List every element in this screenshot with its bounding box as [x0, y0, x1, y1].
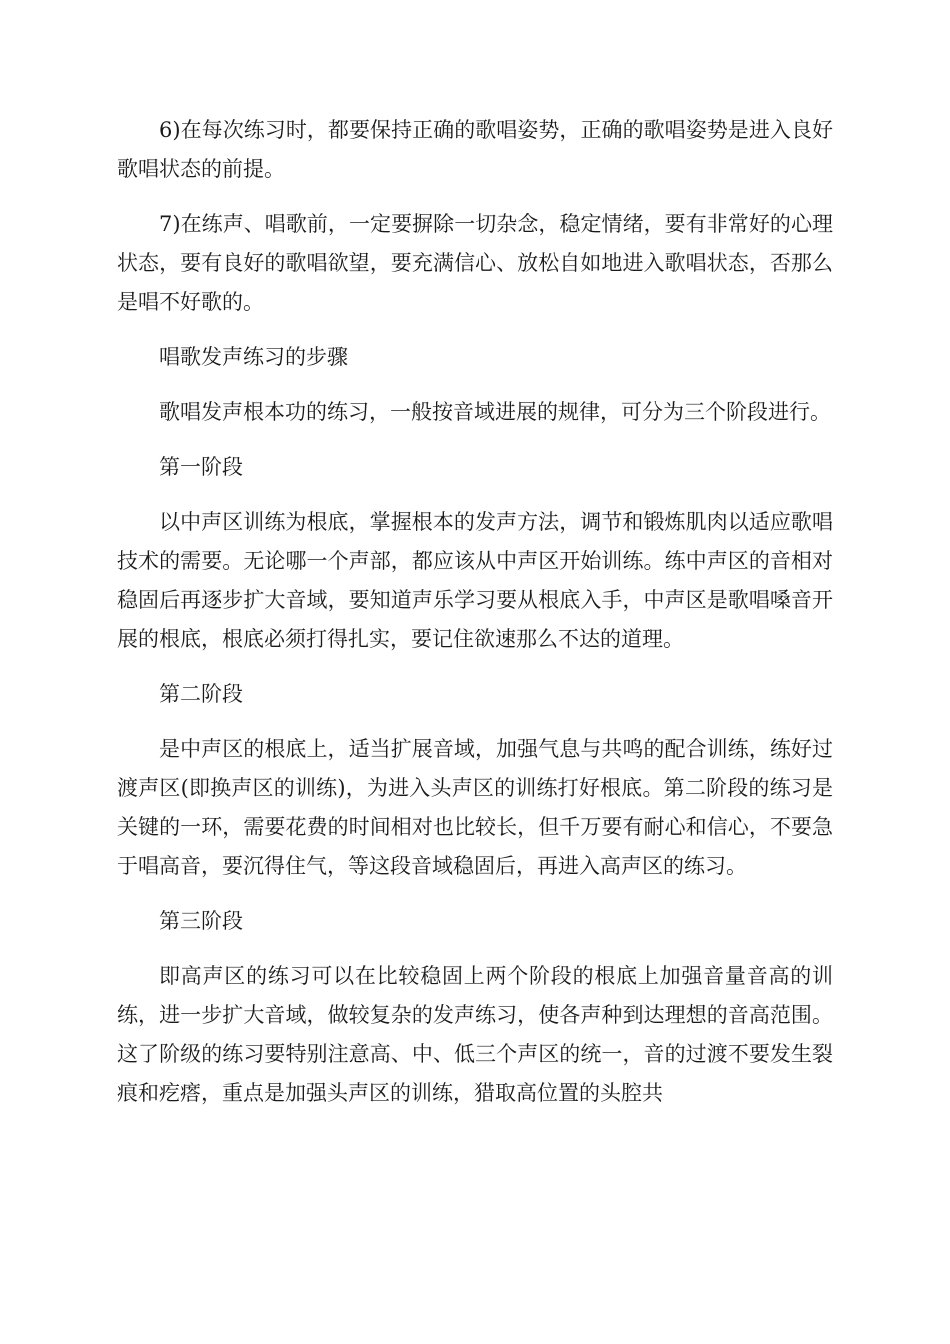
paragraph-stage-3: 即高声区的练习可以在比较稳固上两个阶段的根底上加强音量音高的训练，进一步扩大音域，做较复杂的发声练习，使各声种到达理想的音高范围。这了阶级的练习要特别注意高、中、低三个声区的统一，音的过渡不要发生裂痕和疙瘩，重点是加强头声区的训练，猎取高位置的头腔共: [117, 964, 833, 1105]
paragraph-stage-2: 是中声区的根底上，适当扩展音域，加强气息与共鸣的配合训练，练好过渡声区(即换声区的训练)，为进入头声区的训练打好根底。第二阶段的练习是关键的一环，需要花费的时间相对也比较长，但千万要有耐心和信心，不要急于唱高音，要沉得住气，等这段音域稳固后，再进入高声区的练习。: [117, 737, 833, 878]
paragraph-item-7: 7)在练声、唱歌前，一定要摒除一切杂念，稳定情绪，要有非常好的心理状态，要有良好的歌唱欲望，要充满信心、放松自如地进入歌唱状态，否那么是唱不好歌的。: [117, 212, 833, 314]
section-heading-stage-3: 第三阶段: [159, 909, 243, 933]
paragraph-stage-1: 以中声区训练为根底，掌握根本的发声方法，调节和锻炼肌肉以适应歌唱技术的需要。无论哪一个声部，都应该从中声区开始训练。练中声区的音相对稳固后再逐步扩大音域，要知道声乐学习要从根底入手，中声区是歌唱嗓音开展的根底，根底必须打得扎实，要记住欲速那么不达的道理。: [117, 510, 833, 651]
paragraph-steps-intro: 歌唱发声根本功的练习，一般按音域进展的规律，可分为三个阶段进行。: [159, 400, 831, 424]
paragraph-item-6: 6)在每次练习时，都要保持正确的歌唱姿势，正确的歌唱姿势是进入良好歌唱状态的前提。: [117, 118, 833, 181]
section-heading-steps: 唱歌发声练习的步骤: [159, 345, 348, 369]
section-heading-stage-2: 第二阶段: [159, 682, 243, 706]
section-heading-stage-1: 第一阶段: [159, 455, 243, 479]
document-body: [117, 111, 833, 1129]
